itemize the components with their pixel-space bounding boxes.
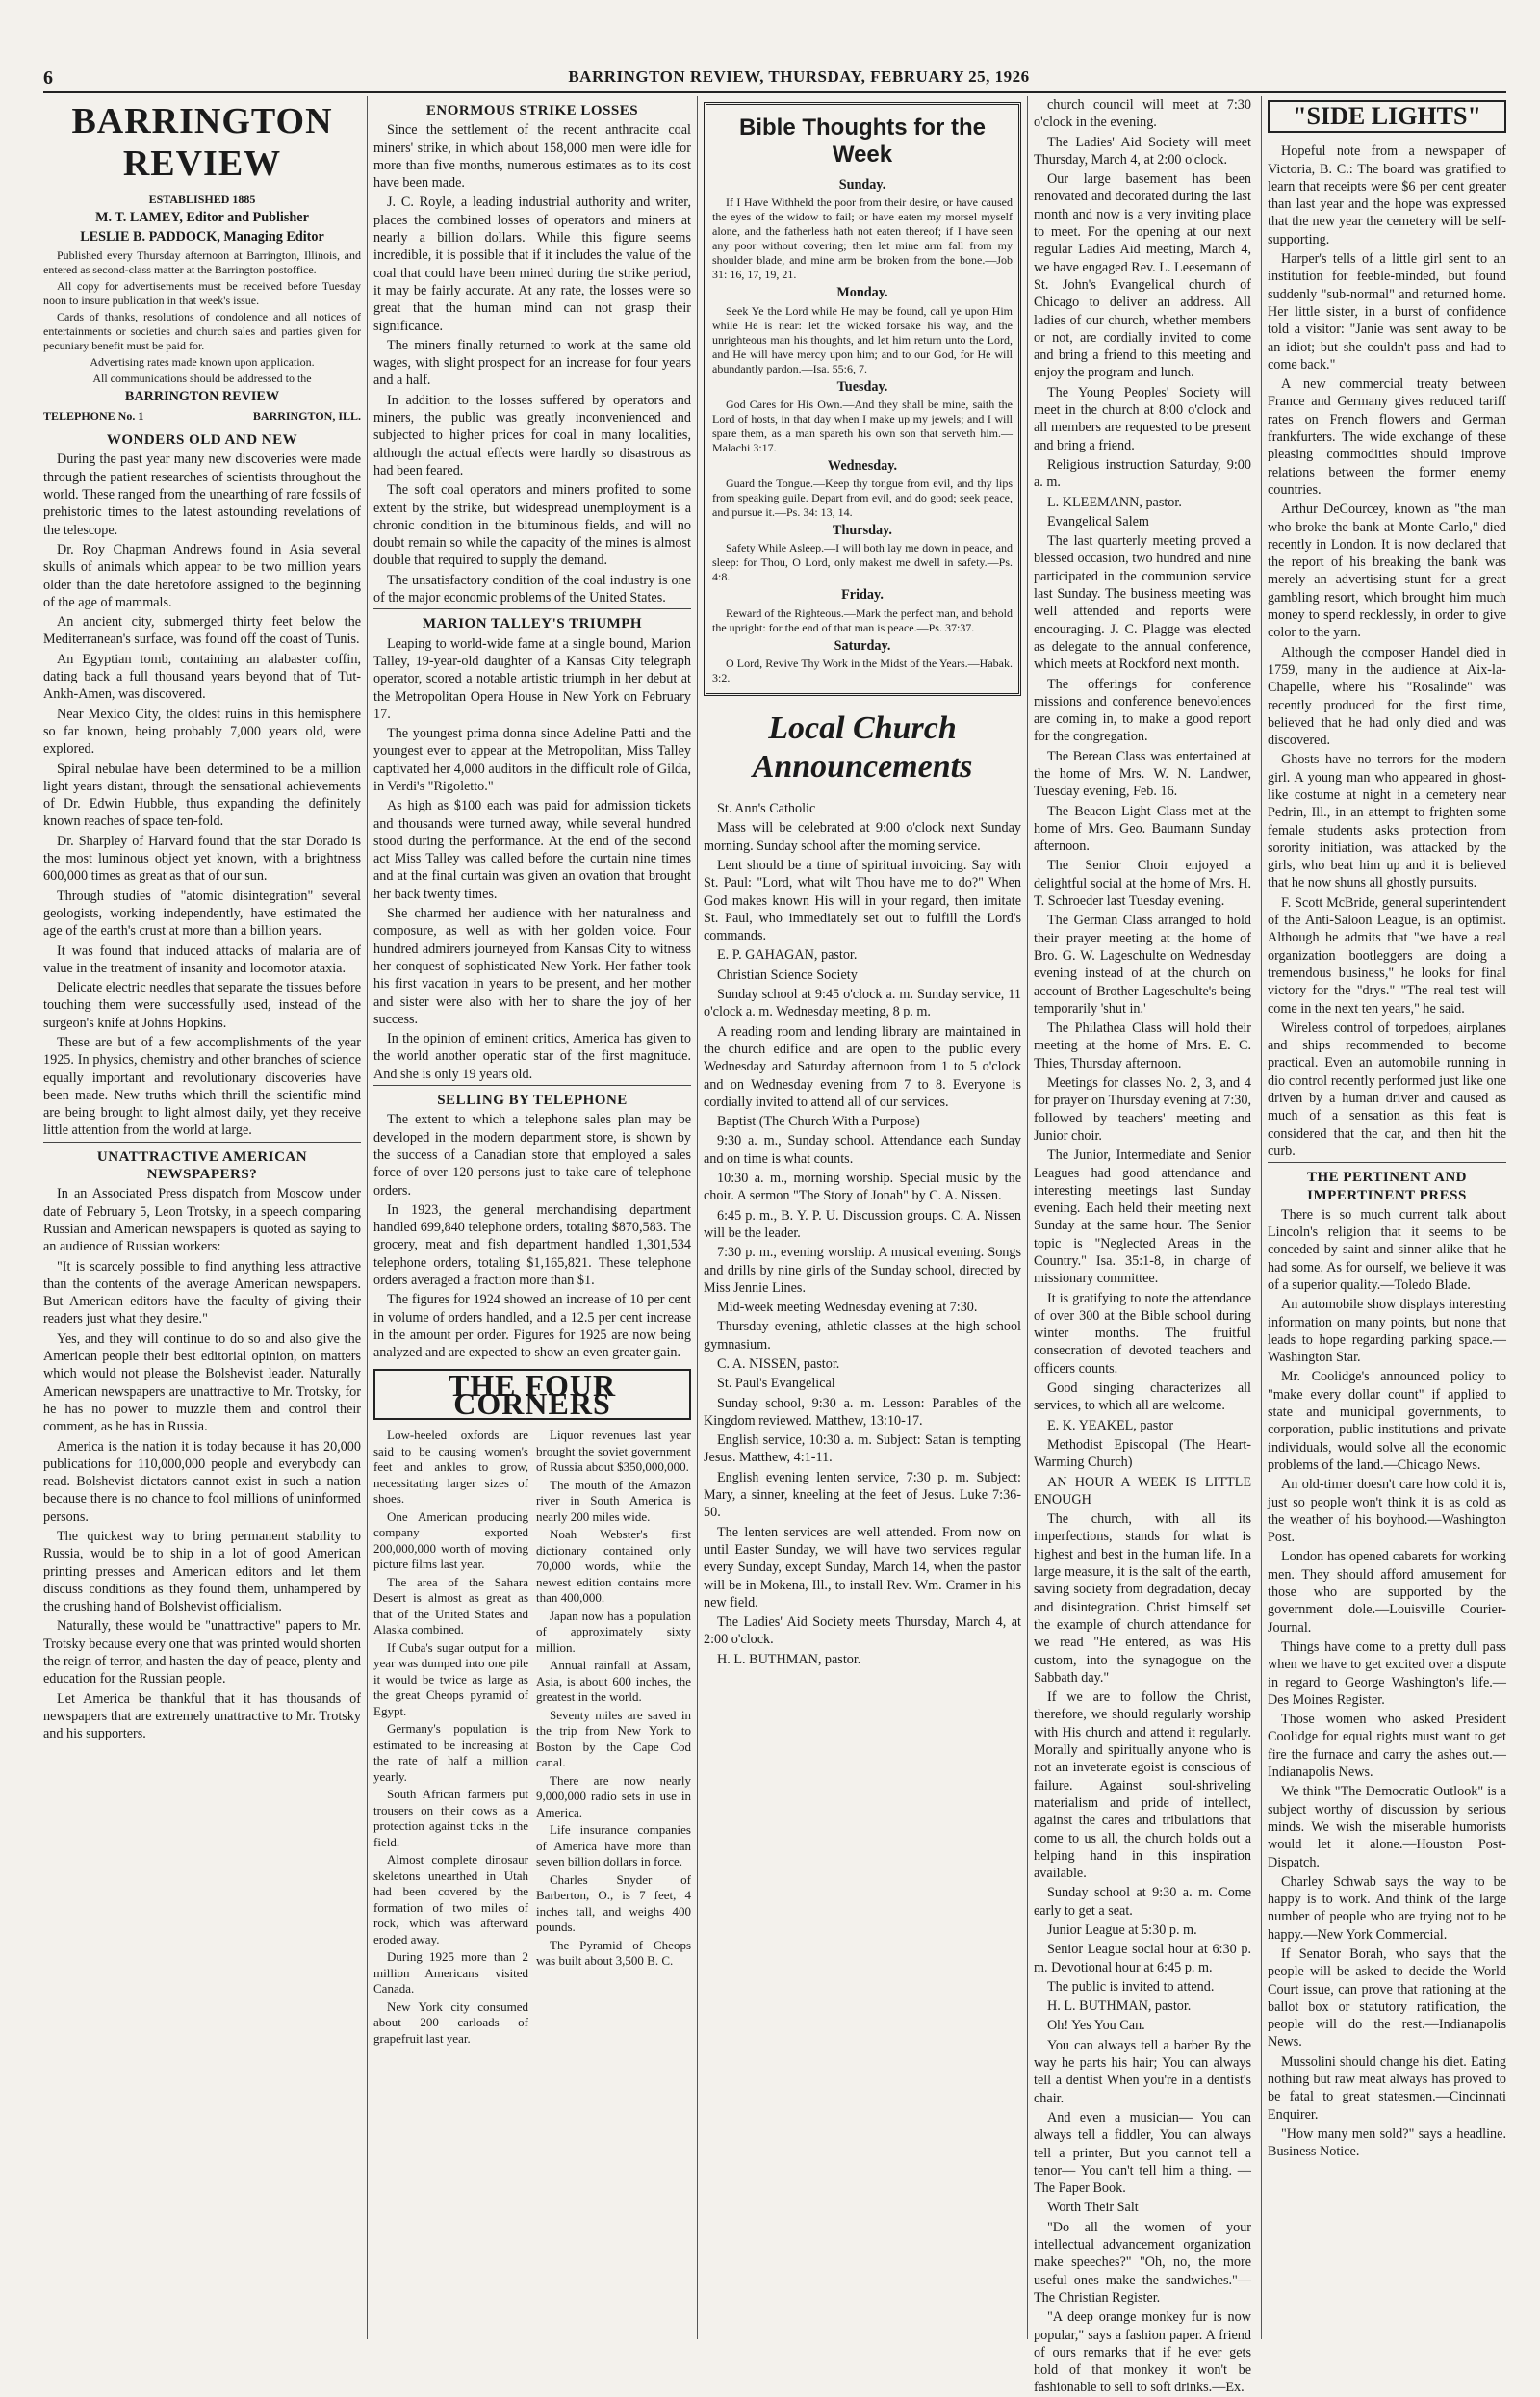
fact-item: One American producing company exported 200,000,000 worth of moving picture films last year.: [373, 1508, 528, 1572]
fact-item: Germany's population is estimated to be increasing at the rate of half a million yearly.: [373, 1721, 528, 1784]
article-paragraph: Delicate electric needles that separate the tissues before touching them were successfully used, instead of the surgeon's knife at Johns Hopkins.: [43, 980, 361, 1031]
bible-verse: Safety While Asleep.—I will both lay me down in peace, and sleep: for Thou, O Lord, only makest me dwell in safety.—Ps. 4:8.: [712, 541, 1013, 584]
church-notice: Sunday school at 9:30 a. m. Come early to get a seat.: [1034, 1885, 1251, 1919]
church-notice: The Ladies' Aid Society meets Thursday, March 4, at 2:00 o'clock.: [704, 1614, 1021, 1648]
article-paragraph: The miners finally returned to work at the same old wages, with slight prospect for an increase for four years and a half.: [373, 337, 691, 389]
article-paragraph: America is the nation it is today because it has 20,000 publications for 110,000,000 people and everybody can read. Bolshevist dictators cannot exist in such a nation because there is no chance to fool millions of uninformed persons.: [43, 1438, 361, 1525]
page-header: [0, 67, 1540, 89]
column-3: [704, 96, 1021, 2339]
church-notice: H. L. BUTHMAN, pastor.: [717, 1651, 861, 1667]
church-notice: Baptist (The Church With a Purpose): [717, 1114, 920, 1130]
church-notice: The Philathea Class will hold their meeting at the home of Mrs. E. C. Thies, Thursday afternoon.: [1034, 1020, 1251, 1071]
church-notice: Lent should be a time of spiritual invoicing. Say with St. Paul: "Lord, what wilt Thou have me to do?" When God makes known His will in your regard, then imitate St. Paul, who immediately set out to fulfill the Lord's commands.: [704, 857, 1021, 944]
communications-note: All communications should be addressed to the: [92, 371, 312, 385]
church-notice: St. Ann's Catholic: [717, 801, 816, 817]
church-notice: A reading room and lending library are maintained in the church edifice and are open to the public every Wednesday and Saturday afternoon from 1 to 5 o'clock and on Wednesday evening from 7 to 8. Everyone is cordially invited to attend all of our services.: [704, 1023, 1021, 1110]
church-notice: The Young Peoples' Society will meet in the church at 8:00 o'clock and all members are requested to be present and bring a friend.: [1034, 384, 1251, 453]
column-rule: [1261, 96, 1262, 2339]
article-paragraph: She charmed her audience with her naturalness and composure, as well as with her golden voice. Four hundred admirers journeyed from Kansas City to witness her conquest of sophisticated New York. Her father took his first vacation in years to be present, and her mother and sister were also with her to share the joy of her success.: [373, 906, 691, 1027]
church-notice: Sunday school at 9:45 o'clock a. m. Sunday service, 11 o'clock a. m. Wednesday meeting, 8 p. m.: [704, 987, 1021, 1020]
church-notice: Christian Science Society: [717, 967, 858, 983]
bible-entries: [712, 176, 1013, 685]
bible-day: Thursday.: [833, 523, 892, 539]
fact-item: Life insurance companies of America have more than seven billion dollars in force.: [536, 1822, 691, 1869]
church-notice: "A deep orange monkey fur is now popular," says a fashion paper. A friend of ours remarks that if he ever gets hold of that monkey it won't be fashionable to sell to soft drinks.—Ex.: [1034, 2309, 1251, 2396]
church-notice: L. KLEEMANN, pastor.: [1047, 494, 1182, 510]
newspapers-headline: UNATTRACTIVE AMERICAN NEWSPAPERS?: [43, 1142, 361, 1184]
rates-note: Advertising rates made known upon application.: [90, 354, 315, 369]
article-paragraph: Since the settlement of the recent anthracite coal miners' strike, in which about 158,000 men were idle for more than five months, numerous estimates as to its cost have been made.: [373, 122, 691, 192]
article-paragraph: Spiral nebulae have been determined to be a million light years distant, through the sensational achievements of Dr. Edwin Hubble, thus expanding the definitely known reaches of space ten-fold.: [43, 760, 361, 830]
local-church-title: Local Church Announcements: [752, 710, 973, 786]
church-notice: 10:30 a. m., morning worship. Special music by the choir. A sermon "The Story of Jonah" by C. A. Nissen.: [704, 1171, 1021, 1204]
church-notice: Good singing characterizes all services, to which all are welcome.: [1034, 1380, 1251, 1414]
press-item: Things have come to a pretty dull pass when we have to get excited over a dispute in regard to George Washington's life.—Des Moines Register.: [1268, 1638, 1506, 1708]
church-notice: You can always tell a barber By the way he parts his hair; You can always tell a dentist When you're in a dentist's chair.: [1034, 2037, 1251, 2106]
article-paragraph: An ancient city, submerged thirty feet below the Mediterranean's surface, was found off the coast of Tunis.: [43, 614, 361, 648]
church-notice: The last quarterly meeting proved a blessed occasion, two hundred and nine participated in the communion service last Sunday. The business meeting was well attended and reports were encouraging. J. C. Plagge was elected as delegate to the annual conference, which meets at Rockford next month.: [1034, 533, 1251, 673]
church-notice: St. Paul's Evangelical: [717, 1376, 835, 1392]
press-item: "How many men sold?" says a headline. Business Notice.: [1268, 2126, 1506, 2160]
column-rule: [1027, 96, 1028, 2339]
side-light-item: Arthur DeCourcey, known as "the man who broke the bank at Monte Carlo," died recently in London. It is now declared that the report of his breaking the bank was merely an advertising stunt for a great gambling resort, which brought him much money to spend recklessly, in order to give color to the yarn.: [1268, 502, 1506, 641]
press-item: Charley Schwab says the way to be happy is to work. And think of the large number of people who are trying not to be happy.—New York Commercial.: [1268, 1873, 1506, 1943]
column-4: [1034, 96, 1251, 2396]
article-paragraph: In an Associated Press dispatch from Moscow under date of February 5, Leon Trotsky, in a speech comparing Russian and American newspapers is quoted as saying to an audience of Russian workers:: [43, 1186, 361, 1255]
church-notice: C. A. NISSEN, pastor.: [717, 1355, 840, 1372]
city: BARRINGTON, ILL.: [252, 408, 361, 423]
telephone-line: [43, 407, 361, 425]
article-paragraph: Near Mexico City, the oldest ruins in this hemisphere so far known, being probably 7,000 years old, were explored.: [43, 706, 361, 758]
side-light-item: A new commercial treaty between France and Germany gives reduced tariff rates on French flowers and German frankfurters. The wide exchange of these pleasing commodities should improve relations between the former enemy countries.: [1268, 376, 1506, 498]
side-light-item: Hopeful note from a newspaper of Victoria, B. C.: The board was gratified to learn that receipts were $6 per cent greater than last year and the hope was expressed that the new year the cemetery will be self-supporting.: [1268, 143, 1506, 247]
article-paragraph: Yes, and they will continue to do so and also give the American people their best editorial opinion, on matters which would not please the Bolshevist leader. Naturally American newspapers are unattractive to Mr. Trotsky, for he has no power to muzzle them and control their comment, as he has in Russia.: [43, 1330, 361, 1435]
side-light-item: Although the composer Handel died in 1759, many in the audience at Aix-la-Chapelle, where his "Rosalinde" was recently produced for the first time, believed that he had only died and was discovered.: [1268, 644, 1506, 749]
publication-note: Published every Thursday afternoon at Barrington, Illinois, and entered as second-class matter at the Barrington postoffice.: [43, 247, 361, 276]
four-corners-title: THE FOUR CORNERS: [373, 1369, 691, 1420]
press-item: There is so much current talk about Lincoln's religion that it seems to be conceded by saint and sinner alike that he had some. As for ourself, we believe it was of a superior quality.—Toledo Blade.: [1268, 1206, 1506, 1293]
side-lights-items: [1268, 142, 1506, 1160]
article-paragraph: During the past year many new discoveries were made through the patient researches of scientists throughout the world. These ranged from the unearthing of rare fossils of prehistoric times to the latest astounding revelations of the telescope.: [43, 451, 361, 538]
church-notice: Oh! Yes You Can.: [1047, 2018, 1145, 2034]
bible-verse: God Cares for His Own.—And they shall be mine, saith the Lord of hosts, in that day when I make up my jewels; and I will spare them, as a man spareth his own son that serveth him.—Malachi 3:17.: [712, 397, 1013, 454]
strike-headline: ENORMOUS STRIKE LOSSES: [425, 103, 639, 118]
bible-verse: Reward of the Righteous.—Mark the perfect man, and behold the upright: for the end of that man is peace.—Ps. 37:37.: [712, 606, 1013, 634]
article-paragraph: Through studies of "atomic disintegration" several geologists, working independently, have estimated the age of the earth's crust at more than a billion years.: [43, 888, 361, 940]
church-notice: Mid-week meeting Wednesday evening at 7:30.: [717, 1300, 978, 1316]
church-notice: Religious instruction Saturday, 9:00 a. m.: [1034, 456, 1251, 491]
church-notice: AN HOUR A WEEK IS LITTLE ENOUGH: [1034, 1474, 1251, 1508]
church-notice: Thursday evening, athletic classes at the high school gymnasium.: [704, 1319, 1021, 1353]
fact-item: The area of the Sahara Desert is almost as great as that of the United States and Alaska combined.: [373, 1574, 528, 1637]
press-item: If Senator Borah, who says that the people will be asked to decide the World Court issue, can prove that rationing at the ballot box or statutory ratification, the people will do the rest.—Indianapolis News.: [1268, 1946, 1506, 2050]
bible-day: Saturday.: [834, 637, 891, 654]
church-notice: Worth Their Salt: [1047, 2200, 1139, 2216]
bible-verse: Guard the Tongue.—Keep thy tongue from evil, and thy lips from speaking guile. Depart from evil, and do good; seek peace, and pursue it.—Ps. 34: 13, 14.: [712, 477, 1013, 520]
church-notice: The church, with all its imperfections, stands for what is highest and best in the human life. In a large measure, it is the salt of the earth, saving society from degradation, decay and disintegration. Christ himself set the example of church attendance for we read "He entered, as was His custom, into the synagogue on the Sabbath day.": [1034, 1511, 1251, 1686]
article-paragraph: In addition to the losses suffered by operators and miners, the public was greatly inconvenienced and subjected to higher prices for coal in many localities, although the actual effects were hardly so disastrous as had been feared.: [373, 392, 691, 478]
editor: M. T. LAMEY, Editor and Publisher: [95, 210, 309, 225]
bible-thoughts-title: Bible Thoughts for the Week: [739, 115, 986, 168]
fact-item: Annual rainfall at Assam, Asia, is about 600 inches, the greatest in the world.: [536, 1658, 691, 1705]
talley-article: [373, 635, 691, 1083]
church-notice: The Senior Choir enjoyed a delightful social at the home of Mrs. H. T. Schroeder last Tuesday evening.: [1034, 858, 1251, 910]
copy-note: All copy for advertisements must be received before Tuesday noon to insure publication in that week's issue.: [43, 278, 361, 307]
telephone: TELEPHONE No. 1: [43, 408, 144, 423]
fact-item: Noah Webster's first dictionary contained only 70,000 words, while the newest edition contains more than 400,000.: [536, 1527, 691, 1606]
wonders-headline: WONDERS OLD AND NEW: [43, 425, 361, 449]
church-announcements: [704, 800, 1021, 1668]
church-notice: Mass will be celebrated at 9:00 o'clock next Sunday morning. Sunday school after the morning service.: [704, 820, 1021, 854]
church-notice: 7:30 p. m., evening worship. A musical evening. Songs and drills by nine girls of the Sunday school, directed by Miss Jennie Lines.: [704, 1245, 1021, 1296]
masthead-title: BARRINGTON REVIEW: [71, 101, 333, 184]
side-light-item: Wireless control of torpedoes, airplanes and ships recommended to become practical. Even an automobile running in dio control recently performed just like one driven by a human driver and caused as much of a sensation as this feat is considered that the car, and then hit the curb.: [1268, 1019, 1506, 1159]
church-notice: Junior League at 5:30 p. m.: [1047, 1921, 1197, 1938]
fact-item: The mouth of the Amazon river in South America is nearly 200 miles wide.: [536, 1477, 691, 1524]
strike-article: [373, 121, 691, 606]
fact-item: The Pyramid of Cheops was built about 3,500 B. C.: [536, 1937, 691, 1969]
article-paragraph: The youngest prima donna since Adeline Patti and the youngest ever to appear at the Metropolitan, Miss Talley captivated her 4,000 auditors in the difficult role of Gilda, in Verdi's "Rigoletto.": [373, 726, 691, 794]
four-corners-grid: [373, 1428, 691, 2049]
header-line: BARRINGTON REVIEW, THURSDAY, FEBRUARY 25, 1926: [568, 67, 1030, 86]
column-5: [1268, 96, 1506, 2339]
church-notice: The Beacon Light Class met at the home of Mrs. Geo. Baumann Sunday afternoon.: [1034, 803, 1251, 855]
article-paragraph: In the opinion of eminent critics, America has given to the world another operatic star of the first magnitude. And she is only 19 years old.: [373, 1031, 691, 1082]
church-notice: The Ladies' Aid Society will meet Thursday, March 4, at 2:00 o'clock.: [1034, 134, 1251, 168]
bible-thoughts-box: [704, 102, 1021, 696]
fact-item: Seventy miles are saved in the trip from New York to Boston by the Cape Cod canal.: [536, 1707, 691, 1770]
press-item: Mr. Coolidge's announced policy to "make every dollar count" if applied to state and municipal governments, to corporation, public institutions and private individuals, would solve all the economic problems of the land.—Chicago News.: [1268, 1369, 1506, 1473]
pertinent-headline: THE PERTINENT AND IMPERTINENT PRESS: [1268, 1162, 1506, 1204]
article-paragraph: As high as $100 each was paid for admission tickets and thousands were turned away, while several hundred stood during the performance. At the end of the second act Miss Talley was called before the curtain nine times and at the final curtain was given an ovation that brought her back twenty times.: [373, 798, 691, 902]
fact-item: There are now nearly 9,000,000 radio sets in use in America.: [536, 1772, 691, 1819]
managing-editor: LESLIE B. PADDOCK, Managing Editor: [80, 229, 324, 245]
church-notice: Meetings for classes No. 2, 3, and 4 for prayer on Thursday evening at 7:30, followed by teachers' meeting and Junior choir.: [1034, 1075, 1251, 1144]
selling-article: [373, 1111, 691, 1361]
church-notice: The Junior, Intermediate and Senior Leagues had good attendance and interesting meetings last Sunday evening. Each held their meeting next Sunday at the same hour. The Senior topic is "Neglected Areas in the Country." Isa. 35:1-8, in charge of missionary committee.: [1034, 1147, 1251, 1287]
article-paragraph: Naturally, these would be "unattractive" papers to Mr. Trotsky because every one that was printed would shorten the reign of terror, and hasten the day of peace, plenty and education for the Russian people.: [43, 1618, 361, 1688]
article-paragraph: The extent to which a telephone sales plan may be developed in the modern department store, is shown by the success of a Canadian store that employed a sales force of over 120 persons just to take care of telephone orders.: [373, 1112, 691, 1198]
church-notice: The public is invited to attend.: [1047, 1978, 1215, 1995]
church-notice: 6:45 p. m., B. Y. P. U. Discussion groups. C. A. Nissen will be the leader.: [704, 1207, 1021, 1241]
side-light-item: Ghosts have no terrors for the modern girl. A young man who appeared in ghost-like costume at night in a cemetery near Pedrin, Ill., in an attempt to frighten some female students asks protection from sorority initiation, was attacked by the girls, who beat him up and it is believed that he now shuns all ghostly pursuits.: [1268, 752, 1506, 891]
church-notice: English evening lenten service, 7:30 p. m. Subject: Mary, a sinner, kneeling at the feet of Jesus. Luke 7:36-50.: [704, 1469, 1021, 1521]
article-paragraph: The soft coal operators and miners profited to some extent by the strike, but widespread unemployment is a chronic condition in the bituminous fields, and will no doubt remain so while the capacity of the mines is almost double that required to supply the demand.: [373, 482, 691, 569]
church-notice: It is gratifying to note the attendance of over 300 at the Bible school during winter months. The fruitful consecration of devoted teachers and officers counts.: [1034, 1290, 1251, 1377]
side-light-item: Harper's tells of a little girl sent to an institution for feeble-minded, but found suddenly "sub-normal" and returned home. Her little sister, in a burst of confidence told a visitor: "Janie was sent away to be an idiot; but she couldn't pass and had to come back.": [1268, 251, 1506, 373]
column-rule: [697, 96, 698, 2339]
article-paragraph: Dr. Sharpley of Harvard found that the star Dorado is the most luminous object yet known, with a brightness 600,000 times as great as that of our sun.: [43, 833, 361, 885]
four-corners-left: [373, 1428, 528, 2049]
bible-verse: If I Have Withheld the poor from their desire, or have caused the eyes of the widow to fail; or have eaten my morsel myself alone, and the fatherless hath not eaten thereof; if I have seen any poor without covering; then let mine arm fall from my shoulder blade, and mine arm be broken from the bone.—Job 31: 16, 17, 19, 21.: [712, 195, 1013, 282]
fact-item: South African farmers put trousers on their cows as a protection against ticks in the field.: [373, 1787, 528, 1849]
fact-item: If Cuba's sugar output for a year was dumped into one pile it would be twice as large as the great Cheops pyramid of Egypt.: [373, 1639, 528, 1718]
church-notice: "Do all the women of your intellectual advancement organization make speeches?" "Oh, no, the more useful ones make the sandwiches."—The Christian Register.: [1034, 2219, 1251, 2306]
press-item: We think "The Democratic Outlook" is a subject worthy of discussion by serious minds. We wish the miserable humorists would let it alone.—Houston Post-Dispatch.: [1268, 1784, 1506, 1870]
bible-day: Monday.: [836, 285, 888, 301]
church-notice: church council will meet at 7:30 o'clock in the evening.: [1034, 97, 1251, 131]
wonders-article: [43, 451, 361, 1139]
column-rule: [367, 96, 368, 2339]
church-notes-continued: [1034, 96, 1251, 2397]
church-notice: English service, 10:30 a. m. Subject: Satan is tempting Jesus. Matthew, 4:1-11.: [704, 1432, 1021, 1466]
pertinent-items: [1268, 1206, 1506, 2161]
fact-item: During 1925 more than 2 million Americans visited Canada.: [373, 1949, 528, 1997]
four-corners-right: [536, 1428, 691, 2049]
fact-item: New York city consumed about 200 carloads of grapefruit last year.: [373, 1998, 528, 2046]
column-2: [373, 96, 691, 2339]
church-notice: E. K. YEAKEL, pastor: [1047, 1417, 1174, 1433]
cards-note: Cards of thanks, resolutions of condolence and all notices of entertainments or societies and church sales and parties given for pecuniary benefit must be paid for.: [43, 309, 361, 352]
church-notice: The offerings for conference missions and conference benevolences are coming in, to make a good report for the congregation.: [1034, 676, 1251, 745]
selling-headline: SELLING BY TELEPHONE: [373, 1085, 691, 1109]
fact-item: Japan now has a population of approximately sixty million.: [536, 1608, 691, 1655]
article-paragraph: The figures for 1924 showed an increase of 10 per cent in volume of orders handled, and a 12.5 per cent increase in the amount per order. Figures for 1925 are now being analyzed and are expected to show an even greater gain.: [373, 1292, 691, 1361]
church-notice: Methodist Episcopal (The Heart-Warming Church): [1034, 1436, 1251, 1471]
church-notice: If we are to follow the Christ, therefore, we should regularly worship with His church and attend it regularly. Morally and spiritually anyone who is not an inveterate egoist is conscious of failure. Against soul-shriveling materialism and pride of intellect, against the cares and tribulations that come to us all, the church holds out a helping hand in this inspiration available.: [1034, 1689, 1251, 1882]
address-name: BARRINGTON REVIEW: [124, 388, 280, 404]
bible-day: Wednesday.: [827, 457, 898, 474]
article-paragraph: In 1923, the general merchandising department handled 699,840 telephone orders, totaling $870,583. The grocery, meat and fish department handled 1,301,534 telephone orders, totaling $1,165,821. These telephone orders averaged a fraction more than $1.: [373, 1201, 691, 1288]
press-item: An automobile show displays interesting information on many points, but none that leads to hope regarding parking space.—Washington Star.: [1268, 1297, 1506, 1366]
press-item: Mussolini should change his diet. Eating nothing but raw meat always has proved to be fatal to great statesmen.—Cincinnati Enquirer.: [1268, 2053, 1506, 2123]
church-notice: E. P. GAHAGAN, pastor.: [717, 947, 858, 964]
bible-day: Tuesday.: [836, 378, 888, 395]
fact-item: Charles Snyder of Barberton, O., is 7 feet, 4 inches tall, and weighs 400 pounds.: [536, 1871, 691, 1935]
church-notice: Evangelical Salem: [1047, 513, 1149, 529]
church-notice: 9:30 a. m., Sunday school. Attendance each Sunday and on time is what counts.: [704, 1133, 1021, 1167]
established: ESTABLISHED 1885: [148, 193, 256, 206]
press-item: Those women who asked President Coolidge for equal rights must want to get fire the furnace and carry the ashes out.—Indianapolis News.: [1268, 1712, 1506, 1781]
press-item: London has opened cabarets for working men. They should afford amusement for those who are supported by the government dole.—Louisville Courier-Journal.: [1268, 1549, 1506, 1636]
church-notice: Our large basement has been renovated and decorated during the last month and now is a very inviting place to meet. For the opening at our next regular Ladies Aid meeting, March 4, we have engaged Rev. L. Leesemann of St. John's Evangelical church of Chicago to deliver an address. All ladies of our church, whether members or not, are cordially invited to come and bring a friend to this meeting and enjoy the program and lunch.: [1034, 171, 1251, 381]
side-light-item: F. Scott McBride, general superintendent of the Anti-Saloon League, is an optimist. Although he admits that "we have a real organization bootleggers are doing a tremendous business," he looks for final victory for the "drys." "The real test will come in the next ten years," he said.: [1268, 894, 1506, 1017]
church-notice: The lenten services are well attended. From now on until Easter Sunday, we will have two services regular every Sunday, except Sunday, March 14, when the pastor will be in Mokena, Ill., to install Rev. Wm. Cramer in his new field.: [704, 1524, 1021, 1611]
bible-verse: Seek Ye the Lord while He may be found, call ye upon Him while He is near: let the wicked forsake his way, and the unrighteous man his thoughts, and let him return unto the Lord, and He will have mercy upon him; and to our God, for He will abundantly pardon.—Isa. 55:6, 7.: [712, 303, 1013, 375]
article-paragraph: "It is scarcely possible to find anything less attractive than the contents of the average American newspapers. But American editors have the faculty of giving their readers just what they desire.": [43, 1258, 361, 1327]
church-notice: Sunday school, 9:30 a. m. Lesson: Parables of the Kingdom reviewed. Matthew, 13:10-17.: [704, 1395, 1021, 1429]
header-rule: [43, 91, 1506, 93]
church-notice: And even a musician— You can always tell a fiddler, You can always tell a printer, But you cannot tell a tenor— You can't tell him a thing. —The Paper Book.: [1034, 2109, 1251, 2197]
article-paragraph: Leaping to world-wide fame at a single bound, Marion Talley, 19-year-old daughter of a Kansas City telegraph operator, scored a notable artistic triumph in her debut at the Metropolitan Opera House in New York on February 17.: [373, 635, 691, 722]
article-paragraph: The quickest way to bring permanent stability to Russia, would be to ship in a lot of good American printing presses and American editors and let them discuss conditions as they found them, unhampered by the crushing hand of Bolshevist officialism.: [43, 1529, 361, 1615]
newspapers-article: [43, 1185, 361, 1742]
press-item: An old-timer doesn't care how cold it is, just so people won't think it is as cold as the weather of his boyhood.—Washington Post.: [1268, 1477, 1506, 1546]
article-paragraph: These are but of a few accomplishments of the year 1925. In physics, chemistry and other branches of science equally important and revolutionary discoveries have been made. New truths which thrill the scientific mind are being brought to light almost daily, yet they receive little attention from the world at large.: [43, 1034, 361, 1139]
church-notice: H. L. BUTHMAN, pastor.: [1047, 1998, 1192, 2015]
bible-day: Sunday.: [838, 177, 886, 193]
article-paragraph: The unsatisfactory condition of the coal industry is one of the major economic problems of the United States.: [373, 572, 691, 606]
side-lights-title: "SIDE LIGHTS": [1268, 100, 1506, 133]
column-1: [43, 96, 361, 2339]
article-paragraph: Let America be thankful that it has thousands of newspapers that are extremely unattractive to Mr. Trotsky and his supporters.: [43, 1690, 361, 1742]
fact-item: Liquor revenues last year brought the soviet government of Russia about $350,000,000.: [536, 1428, 691, 1475]
article-paragraph: J. C. Royle, a leading industrial authority and writer, places the combined losses of operators and miners at nearly a billion dollars. While this figure seems incredible, it is possible that if it includes the value of the coal that could have been mined during the strike period, it may be fairly accurate. At any rate, the losses were so great that the human mind can not grasp their significance.: [373, 194, 691, 334]
article-paragraph: It was found that induced attacks of malaria are of value in the treatment of insanity and locomotor ataxia.: [43, 942, 361, 976]
church-notice: Senior League social hour at 6:30 p. m. Devotional hour at 6:45 p. m.: [1034, 1942, 1251, 1975]
fact-item: Almost complete dinosaur skeletons unearthed in Utah had been covered by the formation of two miles of rock, which was afterward eroded away.: [373, 1852, 528, 1946]
fact-item: Low-heeled oxfords are said to be causing women's feet and ankles to grow, necessitating larger sizes of shoes.: [373, 1428, 528, 1507]
bible-day: Friday.: [841, 587, 884, 604]
article-paragraph: An Egyptian tomb, containing an alabaster coffin, dating back a full thousand years beyond that of Tut-Ankh-Amen, was discovered.: [43, 651, 361, 703]
article-paragraph: Dr. Roy Chapman Andrews found in Asia several skulls of animals which appear to be two million years older than the date heretofore assigned to the beginning of the age of mammals.: [43, 541, 361, 610]
bible-verse: O Lord, Revive Thy Work in the Midst of the Years.—Habak. 3:2.: [712, 657, 1013, 685]
church-notice: The Berean Class was entertained at the home of Mrs. W. N. Landwer, Tuesday evening, Feb. 16.: [1034, 748, 1251, 800]
talley-headline: MARION TALLEY'S TRIUMPH: [373, 608, 691, 632]
church-notice: The German Class arranged to hold their prayer meeting at the home of Bro. G. W. Lageschulte on Wednesday evening instead of at the church on account of Brother Lageschulte's being temporarily 'shut in.': [1034, 913, 1251, 1017]
page-number: 6: [43, 67, 53, 89]
